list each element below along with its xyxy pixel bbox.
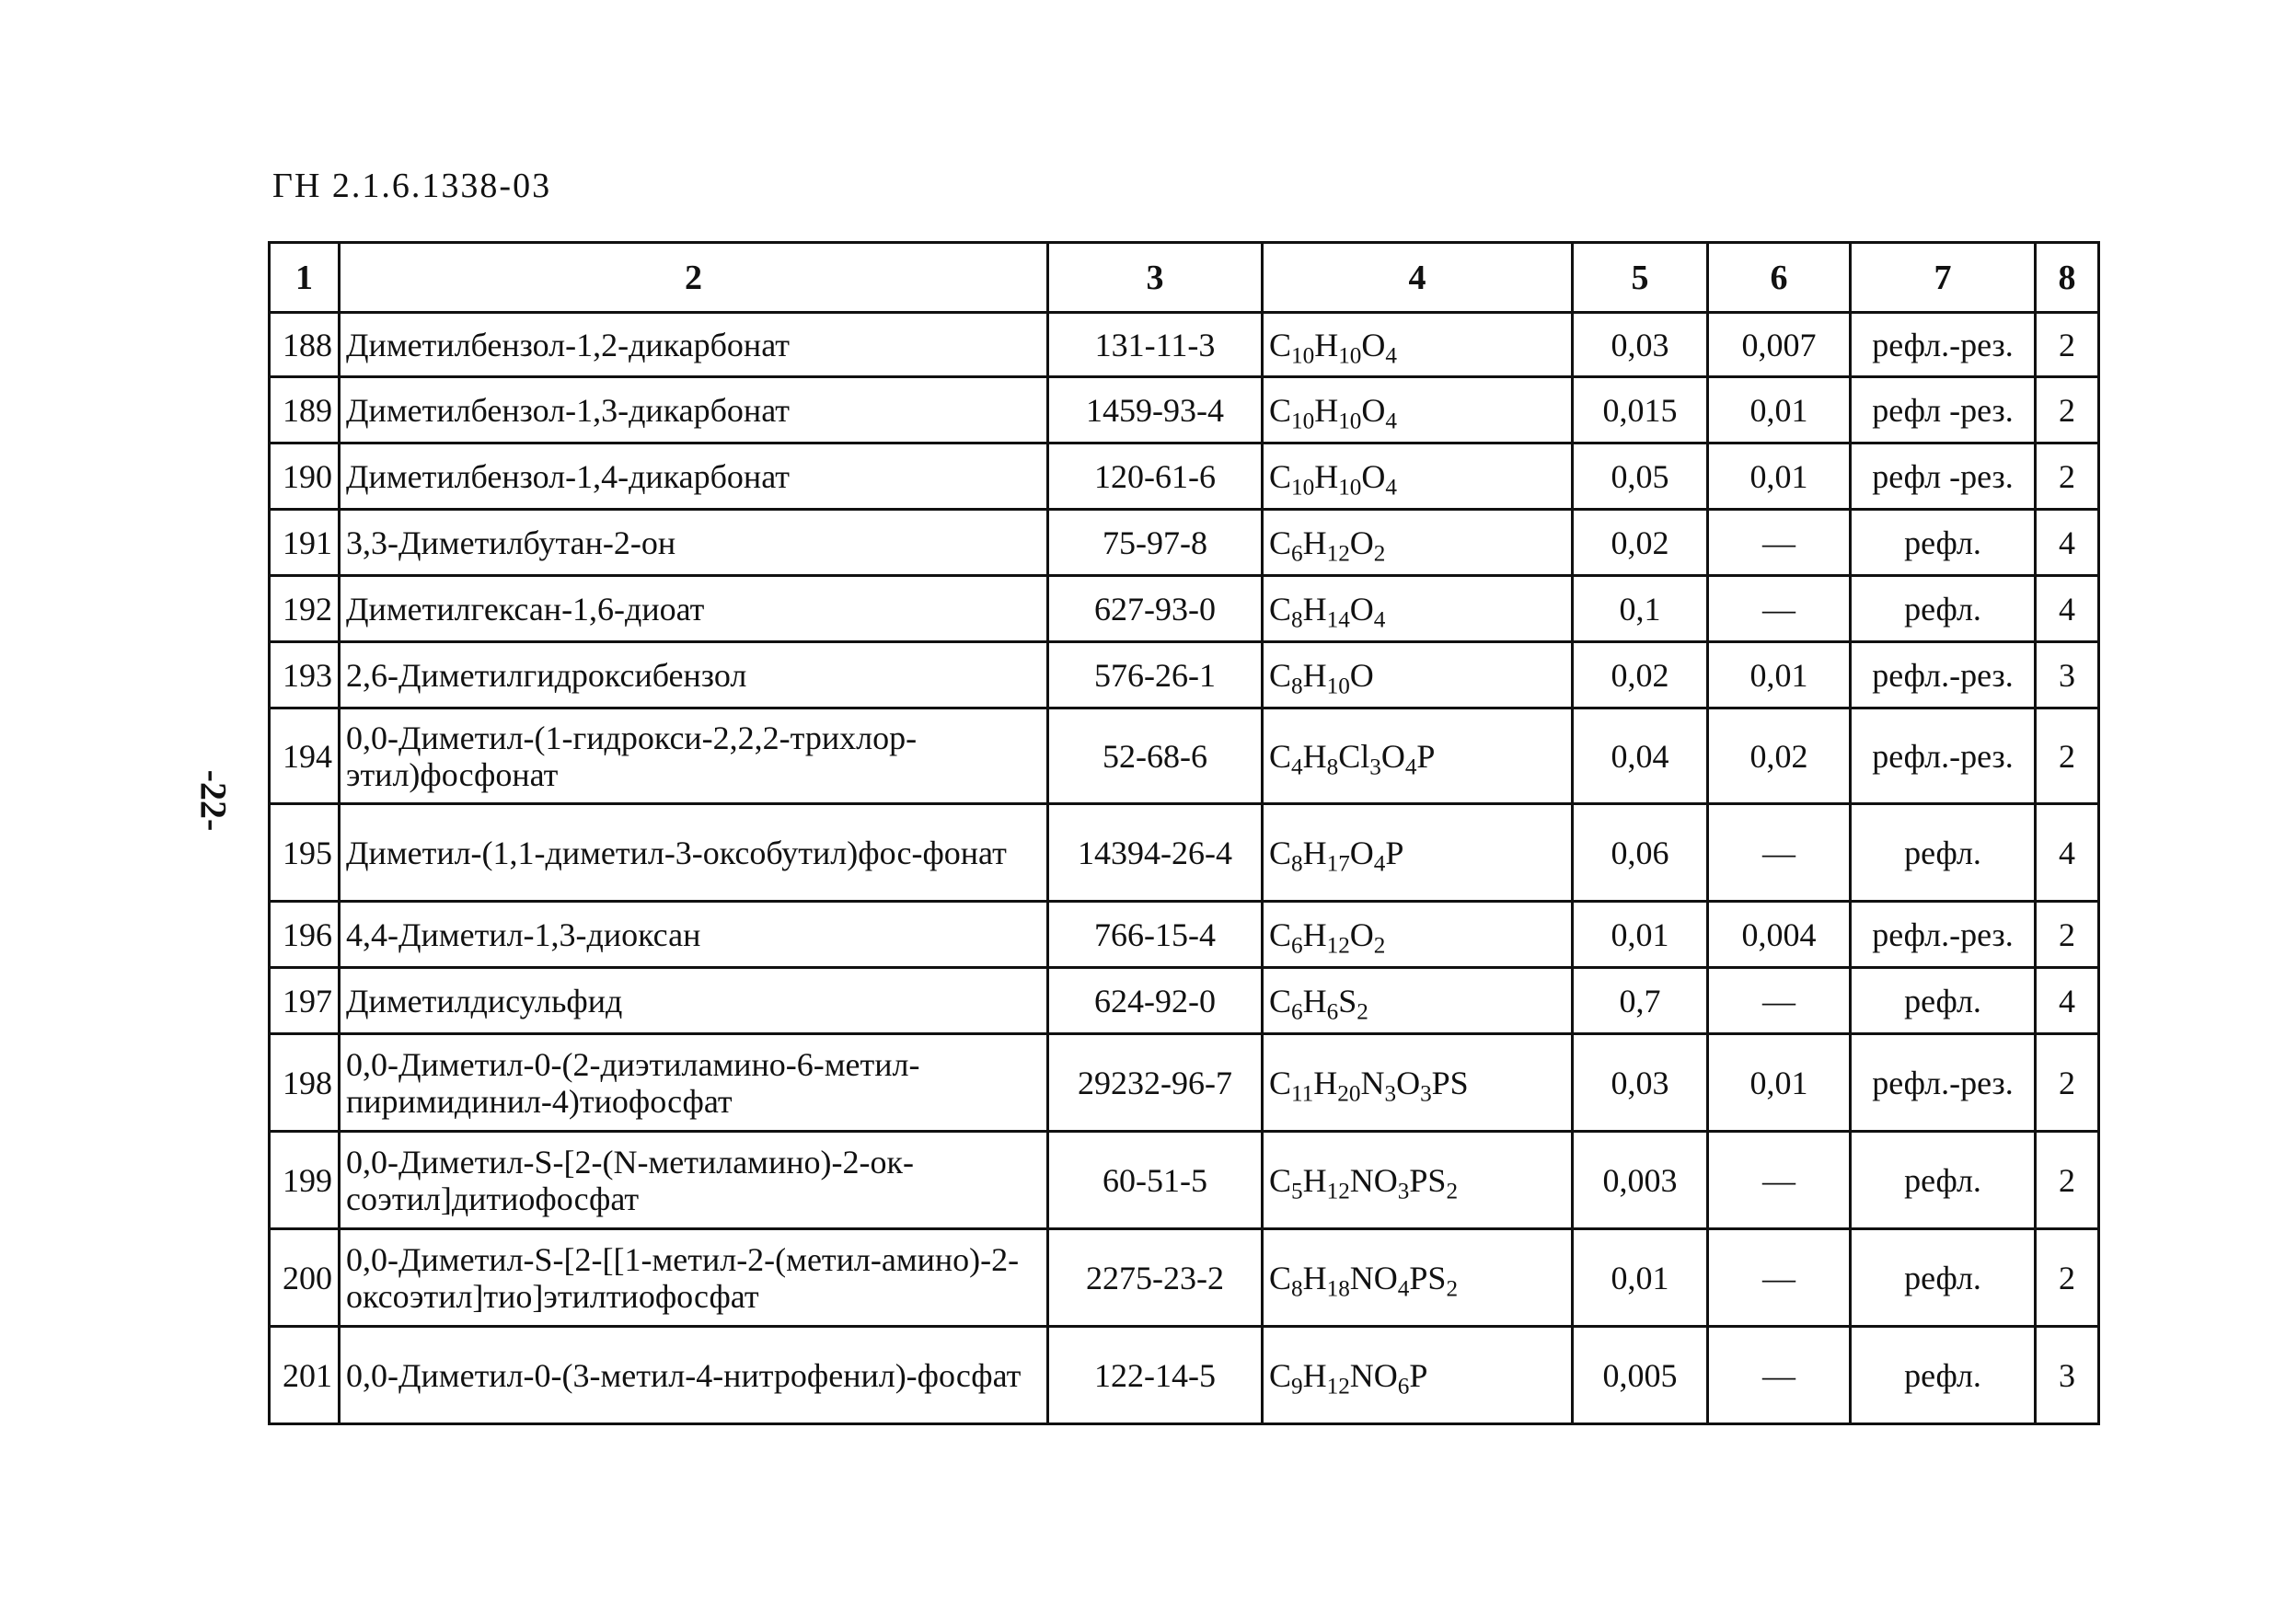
formula-element: H [1314,391,1339,429]
page-number: -22- [192,769,235,832]
hazard-class: 4 [2036,804,2099,902]
table-row [270,377,2099,443]
hazard-class: 3 [2036,1327,2099,1424]
formula-subscript: 2 [1357,999,1368,1025]
formula-subscript: 4 [1373,607,1386,633]
value-col5: 0,04 [1573,708,1708,804]
value-col5: 0,005 [1573,1327,1708,1424]
cas-number: 14394-26-4 [1048,804,1263,902]
cas-number: 52-68-6 [1048,708,1263,804]
formula-subscript: 10 [1291,343,1315,369]
formula-element: S [1338,982,1357,1019]
value-col6: 0,007 [1708,313,1851,377]
row-number: 189 [270,377,340,443]
formula-element: H [1302,1259,1327,1296]
value-col6: 0,004 [1708,902,1851,968]
formula-element: NO [1349,1356,1398,1394]
column-header: 1 [270,243,340,313]
chemical-formula [1263,1229,1573,1327]
formula-subscript: 2 [1446,1179,1459,1204]
value-col5: 0,015 [1573,377,1708,443]
hazard-class: 4 [2036,576,2099,642]
formula-subscript: 10 [1338,475,1362,501]
formula-subscript: 6 [1291,933,1303,959]
formula-subscript: 4 [1385,475,1397,501]
formula-element: C [1269,737,1292,775]
value-col5: 0,03 [1573,1034,1708,1132]
formula-subscript: 11 [1291,1081,1314,1107]
substance-name: 0,0-Диметил-(1-гидрокси-2,2,2-трихлор-этил)фосфонат [340,708,1048,804]
formula-subscript: 4 [1373,851,1386,877]
table-row [270,510,2099,576]
chemical-formula [1263,902,1573,968]
row-number: 197 [270,968,340,1034]
formula-element: PS [1431,1064,1469,1101]
value-col5: 0,02 [1573,510,1708,576]
formula-element: O [1396,1064,1421,1101]
formula-element: H [1302,834,1327,871]
chemical-formula [1263,1327,1573,1424]
value-col5: 0,05 [1573,443,1708,510]
formula-subscript: 4 [1385,409,1397,434]
chemical-formula [1263,576,1573,642]
substance-name: Диметилдисульфид [340,968,1048,1034]
value-col6: — [1708,1327,1851,1424]
formula-element: O [1349,590,1374,628]
cas-number: 2275-23-2 [1048,1229,1263,1327]
chemical-formula [1263,313,1573,377]
formula-subscript: 5 [1291,1179,1303,1204]
formula-element: H [1313,1064,1338,1101]
hazard-class: 2 [2036,313,2099,377]
value-col6: 0,01 [1708,377,1851,443]
table-row [270,313,2099,377]
formula-element: C [1269,457,1292,495]
column-header: 3 [1048,243,1263,313]
value-col6: — [1708,1132,1851,1229]
formula-element: O [1349,524,1374,561]
hazard-type: рефл. [1851,804,2036,902]
cas-number: 576-26-1 [1048,642,1263,708]
formula-element: C [1269,1259,1292,1296]
formula-subscript: 12 [1326,541,1350,567]
value-col5: 0,03 [1573,313,1708,377]
chemical-formula [1263,1034,1573,1132]
value-col5: 0,01 [1573,902,1708,968]
formula-subscript: 2 [1446,1276,1459,1302]
table-row [270,1327,2099,1424]
hazard-class: 2 [2036,1132,2099,1229]
formula-subscript: 14 [1326,607,1350,633]
formula-element: C [1269,1356,1292,1394]
hazard-type: рефл -рез. [1851,377,2036,443]
formula-subscript: 10 [1291,475,1315,501]
formula-element: H [1314,457,1339,495]
cas-number: 624-92-0 [1048,968,1263,1034]
formula-subscript: 20 [1337,1081,1361,1107]
column-header: 7 [1851,243,2036,313]
formula-element: C [1269,524,1292,561]
cas-number: 627-93-0 [1048,576,1263,642]
table-row [270,642,2099,708]
table-row [270,1229,2099,1327]
row-number: 190 [270,443,340,510]
table-row [270,576,2099,642]
chemical-formula [1263,642,1573,708]
formula-element: H [1302,982,1327,1019]
formula-element: C [1269,982,1292,1019]
value-col6: 0,02 [1708,708,1851,804]
value-col6: — [1708,804,1851,902]
substance-name: Диметилбензол-1,3-дикарбонат [340,377,1048,443]
substance-name: Диметил-(1,1-диметил-3-оксобутил)фос-фонат [340,804,1048,902]
cas-number: 766-15-4 [1048,902,1263,968]
substance-name: 4,4-Диметил-1,3-диоксан [340,902,1048,968]
formula-subscript: 4 [1291,754,1303,780]
formula-subscript: 6 [1291,999,1303,1025]
hazard-type: рефл.-рез. [1851,902,2036,968]
formula-element: H [1302,916,1327,953]
value-col5: 0,7 [1573,968,1708,1034]
formula-subscript: 8 [1326,754,1339,780]
formula-subscript: 4 [1385,343,1397,369]
formula-element: P [1385,834,1404,871]
formula-element: PS [1409,1161,1447,1199]
formula-element: P [1416,737,1436,775]
row-number: 188 [270,313,340,377]
column-header: 2 [340,243,1048,313]
formula-subscript: 2 [1373,933,1386,959]
hazard-type: рефл.-рез. [1851,642,2036,708]
formula-subscript: 9 [1291,1374,1303,1399]
row-number: 201 [270,1327,340,1424]
hazard-class: 3 [2036,642,2099,708]
formula-element: NO [1349,1259,1398,1296]
table-row [270,708,2099,804]
table-row [270,1132,2099,1229]
formula-subscript: 3 [1397,1179,1410,1204]
formula-element: C [1269,834,1292,871]
value-col6: — [1708,576,1851,642]
hazard-class: 2 [2036,708,2099,804]
column-header: 6 [1708,243,1851,313]
value-col5: 0,1 [1573,576,1708,642]
formula-subscript: 12 [1326,1374,1350,1399]
row-number: 198 [270,1034,340,1132]
substance-name: 3,3-Диметилбутан-2-он [340,510,1048,576]
cas-number: 122-14-5 [1048,1327,1263,1424]
substance-name: 0,0-Диметил-S-[2-(N-метиламино)-2-ок-соэтил]дитиофосфат [340,1132,1048,1229]
formula-subscript: 18 [1326,1276,1350,1302]
formula-element: H [1302,656,1327,694]
substance-name: Диметилбензол-1,2-дикарбонат [340,313,1048,377]
hazard-class: 2 [2036,902,2099,968]
row-number: 191 [270,510,340,576]
row-number: 199 [270,1132,340,1229]
formula-element: O [1361,326,1386,363]
value-col6: 0,01 [1708,642,1851,708]
substance-name: Диметилгексан-1,6-диоат [340,576,1048,642]
formula-element: O [1380,737,1405,775]
column-header: 5 [1573,243,1708,313]
formula-subscript: 6 [1326,999,1339,1025]
column-header: 8 [2036,243,2099,313]
table-row [270,804,2099,902]
substance-name: 2,6-Диметилгидроксибензол [340,642,1048,708]
value-col5: 0,06 [1573,804,1708,902]
hazard-type: рефл. [1851,1132,2036,1229]
formula-subscript: 8 [1291,607,1303,633]
formula-subscript: 6 [1291,541,1303,567]
substance-name: 0,0-Диметил-S-[2-[[1-метил-2-(метил-амино)-2-оксоэтил]тио]этилтиофосфат [340,1229,1048,1327]
formula-element: N [1360,1064,1385,1101]
hazard-type: рефл.-рез. [1851,313,2036,377]
chemical-formula [1263,804,1573,902]
formula-subscript: 8 [1291,674,1303,699]
header-row [270,243,2099,313]
hazard-class: 2 [2036,1034,2099,1132]
formula-subscript: 12 [1326,933,1350,959]
cas-number: 60-51-5 [1048,1132,1263,1229]
row-number: 192 [270,576,340,642]
column-header: 4 [1263,243,1573,313]
value-col5: 0,003 [1573,1132,1708,1229]
formula-subscript: 10 [1338,343,1362,369]
formula-subscript: 6 [1397,1374,1410,1399]
row-number: 200 [270,1229,340,1327]
formula-element: O [1349,834,1374,871]
value-col6: 0,01 [1708,1034,1851,1132]
substance-name: 0,0-Диметил-0-(2-диэтиламино-6-метил-пиримидинил-4)тиофосфат [340,1034,1048,1132]
substances-table [268,241,2100,1425]
hazard-type: рефл. [1851,1327,2036,1424]
formula-element: C [1269,916,1292,953]
value-col6: — [1708,510,1851,576]
chemical-formula [1263,708,1573,804]
cas-number: 131-11-3 [1048,313,1263,377]
hazard-class: 4 [2036,510,2099,576]
hazard-class: 2 [2036,1229,2099,1327]
formula-element: O [1361,457,1386,495]
table-row [270,1034,2099,1132]
hazard-type: рефл. [1851,1229,2036,1327]
chemical-formula [1263,1132,1573,1229]
row-number: 193 [270,642,340,708]
hazard-type: рефл -рез. [1851,443,2036,510]
formula-subscript: 10 [1326,674,1350,699]
chemical-formula [1263,377,1573,443]
formula-subscript: 8 [1291,851,1303,877]
table-row [270,443,2099,510]
formula-element: H [1302,737,1327,775]
hazard-type: рефл. [1851,968,2036,1034]
value-col5: 0,01 [1573,1229,1708,1327]
formula-subscript: 3 [1384,1081,1397,1107]
formula-element: H [1302,1161,1327,1199]
formula-element: H [1302,524,1327,561]
value-col6: 0,01 [1708,443,1851,510]
hazard-class: 4 [2036,968,2099,1034]
table-row [270,968,2099,1034]
formula-element: C [1269,1064,1292,1101]
row-number: 195 [270,804,340,902]
formula-element: P [1409,1356,1428,1394]
formula-element: O [1349,916,1374,953]
formula-element: PS [1409,1259,1447,1296]
formula-subscript: 4 [1404,754,1417,780]
formula-subscript: 10 [1291,409,1315,434]
formula-subscript: 17 [1326,851,1350,877]
hazard-class: 2 [2036,377,2099,443]
hazard-class: 2 [2036,443,2099,510]
formula-element: C [1269,590,1292,628]
formula-subscript: 8 [1291,1276,1303,1302]
cas-number: 120-61-6 [1048,443,1263,510]
formula-element: NO [1349,1161,1398,1199]
chemical-formula [1263,968,1573,1034]
formula-element: C [1269,1161,1292,1199]
value-col6: — [1708,1229,1851,1327]
formula-subscript: 2 [1373,541,1386,567]
formula-element: C [1269,326,1292,363]
formula-subscript: 12 [1326,1179,1350,1204]
formula-element: H [1302,590,1327,628]
value-col6: — [1708,968,1851,1034]
formula-element: Cl [1338,737,1370,775]
row-number: 194 [270,708,340,804]
table-body [270,313,2099,1424]
formula-element: C [1269,656,1292,694]
formula-subscript: 10 [1338,409,1362,434]
formula-subscript: 4 [1397,1276,1410,1302]
formula-subscript: 3 [1420,1081,1432,1107]
chemical-formula [1263,443,1573,510]
substance-name: Диметилбензол-1,4-дикарбонат [340,443,1048,510]
formula-subscript: 3 [1369,754,1381,780]
formula-element: C [1269,391,1292,429]
hazard-type: рефл. [1851,576,2036,642]
formula-element: H [1314,326,1339,363]
cas-number: 1459-93-4 [1048,377,1263,443]
document-header: ГН 2.1.6.1338-03 [272,167,552,205]
formula-element: H [1302,1356,1327,1394]
substance-name: 0,0-Диметил-0-(3-метил-4-нитрофенил)-фосфат [340,1327,1048,1424]
chemical-formula [1263,510,1573,576]
hazard-type: рефл.-рез. [1851,708,2036,804]
formula-element: O [1361,391,1386,429]
table-row [270,902,2099,968]
value-col5: 0,02 [1573,642,1708,708]
formula-element: O [1349,656,1374,694]
row-number: 196 [270,902,340,968]
cas-number: 29232-96-7 [1048,1034,1263,1132]
cas-number: 75-97-8 [1048,510,1263,576]
hazard-type: рефл. [1851,510,2036,576]
hazard-type: рефл.-рез. [1851,1034,2036,1132]
